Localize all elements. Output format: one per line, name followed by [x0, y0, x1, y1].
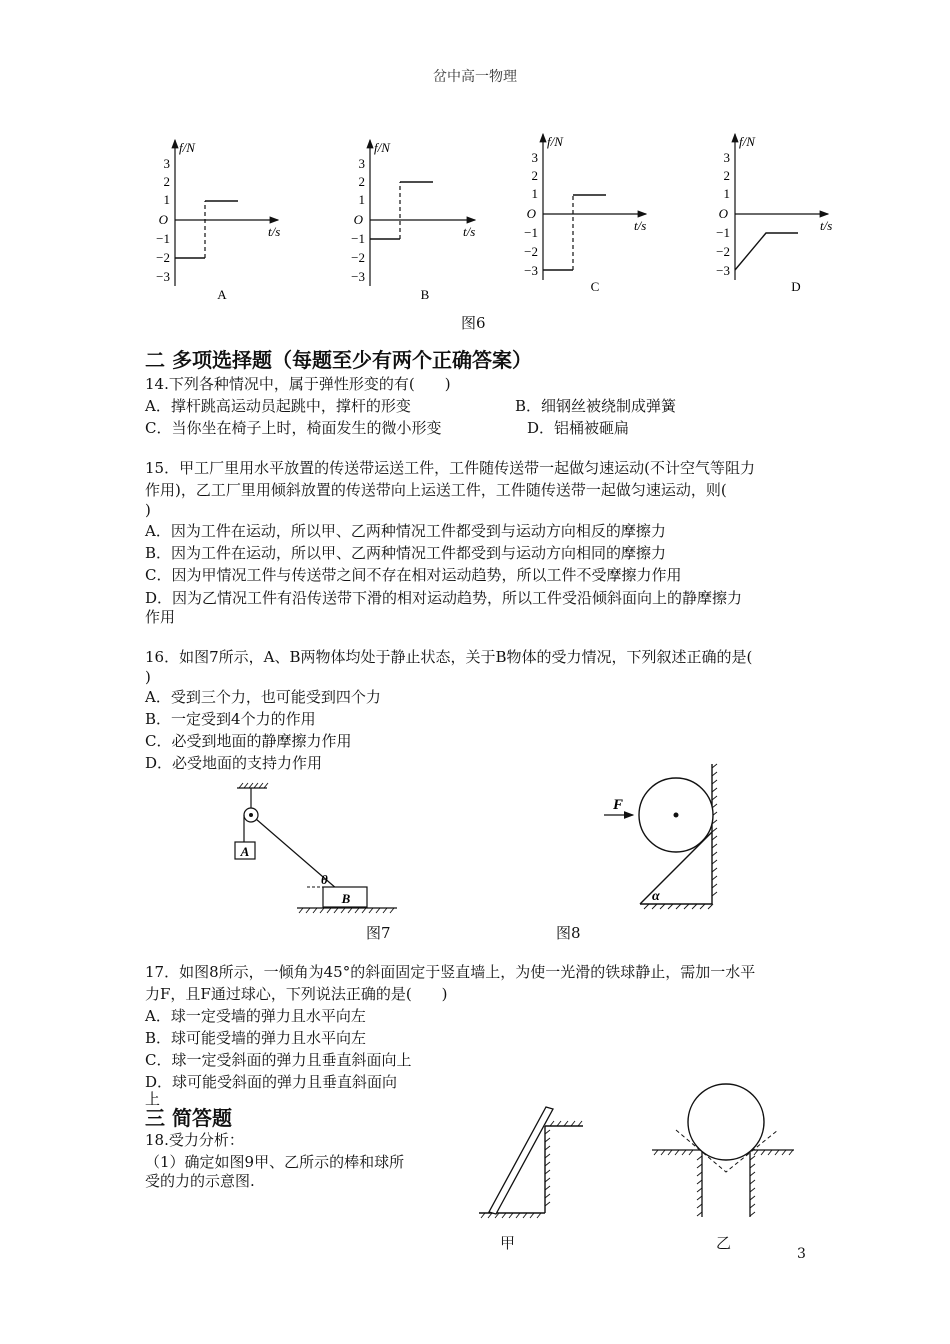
block-b-label: B [341, 891, 351, 906]
q15-option-c: C．因为甲情况工件与传送带之间不存在相对运动趋势，所以工件不受摩擦力作用 [145, 566, 682, 584]
figure-9-yi-ball [648, 1080, 798, 1220]
q15-line-1: 15．甲工厂里用水平放置的传送带运送工件，工件随传送带一起做匀速运动(不计空气等阻力 [145, 459, 755, 477]
q14-option-b: B．细钢丝被绕制成弹簧 [515, 397, 677, 415]
alpha-label: α [652, 889, 660, 904]
svg-text:1: 1 [723, 186, 730, 201]
q15-line-2: 作用)，乙工厂里用倾斜放置的传送带向上运送工件，工件随传送带一起做匀速运动，则( [145, 481, 727, 499]
figure-7-caption: 图7 [366, 924, 391, 942]
svg-text:−2: −2 [351, 250, 365, 265]
svg-text:−2: −2 [716, 244, 730, 259]
q17-option-c: C．球一定受斜面的弹力且垂直斜面向上 [145, 1051, 412, 1069]
figure-8-caption: 图8 [556, 924, 581, 942]
svg-text:3: 3 [723, 150, 730, 165]
svg-text:2: 2 [723, 168, 730, 183]
svg-text:O: O [353, 212, 363, 227]
force-f-label: F [613, 797, 624, 813]
figure-7-pulley-diagram [225, 780, 405, 920]
q17-option-b: B．球可能受墙的弹力且水平向左 [145, 1029, 367, 1047]
figure-8-ball-on-incline [600, 760, 730, 910]
q14-stem: 14.下列各种情况中，属于弹性形变的有( ) [145, 375, 451, 393]
svg-text:D: D [791, 279, 801, 294]
q15-line-3: ) [145, 501, 151, 519]
q17-option-d-1: D．球可能受斜面的弹力且垂直斜面向 [145, 1073, 398, 1091]
q15-option-d-2: 作用 [145, 608, 176, 626]
svg-text:t/s: t/s [820, 218, 833, 233]
tick-label: 2 [163, 174, 170, 189]
q18-line-2: （1）确定如图9甲、乙所示的棒和球所 [145, 1153, 405, 1171]
svg-text:−3: −3 [524, 263, 538, 278]
q16-option-c: C．必受到地面的静摩擦力作用 [145, 732, 352, 750]
graph-c [524, 134, 646, 294]
svg-text:C: C [590, 279, 600, 294]
tick-label: 3 [163, 156, 170, 171]
q14-option-c: C．当你坐在椅子上时，椅面发生的微小形变 [145, 419, 442, 437]
q16-option-b: B．一定受到4个力的作用 [145, 710, 316, 728]
svg-text:O: O [526, 206, 536, 221]
figure-6-caption: 图6 [461, 314, 486, 332]
svg-text:−1: −1 [716, 225, 730, 240]
svg-text:3: 3 [358, 156, 365, 171]
svg-text:f/N: f/N [739, 134, 755, 149]
svg-text:1: 1 [531, 186, 538, 201]
svg-text:2: 2 [531, 168, 538, 183]
q15-option-b: B．因为工件在运动，所以甲、乙两种情况工件都受到与运动方向相同的摩擦力 [145, 544, 667, 562]
figure-9-yi-label: 乙 [716, 1234, 732, 1252]
svg-text:−1: −1 [524, 225, 538, 240]
svg-text:O: O [718, 206, 728, 221]
q18-line-3: 受的力的示意图. [145, 1172, 255, 1190]
q16-line-2: ) [145, 668, 151, 686]
q17-line-2: 力F，且F通过球心，下列说法正确的是( ) [145, 985, 448, 1003]
svg-text:−2: −2 [524, 244, 538, 259]
section-2-title: 二 多项选择题（每题至少有两个正确答案） [145, 348, 532, 372]
q15-option-d-1: D．因为乙情况工件有沿传送带下滑的相对运动趋势，所以工件受沿倾斜面向上的静摩擦力 [145, 589, 743, 607]
tick-label: 1 [163, 192, 170, 207]
graph-a [156, 140, 280, 302]
q15-option-a: A．因为工件在运动，所以甲、乙两种情况工件都受到与运动方向相反的摩擦力 [145, 522, 666, 540]
figure-6-graphs [140, 128, 860, 306]
svg-text:O: O [158, 212, 168, 227]
svg-text:−3: −3 [351, 269, 365, 284]
svg-text:−3: −3 [716, 263, 730, 278]
q16-option-d: D．必受地面的支持力作用 [145, 754, 323, 772]
page-number: 3 [797, 1246, 806, 1262]
svg-text:t/s: t/s [268, 224, 281, 239]
svg-text:B: B [420, 287, 430, 302]
svg-text:t/s: t/s [634, 218, 647, 233]
tick-label: −2 [156, 250, 170, 265]
q14-option-d: D．铝桶被砸扁 [527, 419, 630, 437]
svg-text:1: 1 [358, 192, 365, 207]
svg-text:f/N: f/N [374, 140, 390, 155]
svg-text:A: A [217, 287, 227, 302]
q16-line-1: 16．如图7所示，A、B两物体均处于静止状态，关于B物体的受力情况，下列叙述正确的是( [145, 648, 753, 666]
tick-label: −3 [156, 269, 170, 284]
graph-b [351, 140, 475, 302]
q16-option-a: A．受到三个力，也可能受到四个力 [145, 688, 381, 706]
q17-line-1: 17．如图8所示，一倾角为45°的斜面固定于竖直墙上，为使一光滑的铁球静止，需加一水平 [145, 963, 756, 981]
svg-text:3: 3 [531, 150, 538, 165]
svg-text:−1: −1 [351, 231, 365, 246]
graph-d [716, 134, 832, 294]
theta-label: θ [321, 872, 328, 887]
svg-text:f/N: f/N [179, 140, 195, 155]
svg-text:f/N: f/N [547, 134, 563, 149]
figure-9-jia-rod [475, 1100, 590, 1220]
q17-option-d-2: 上 [145, 1090, 161, 1108]
q18-line-1: 18.受力分析： [145, 1131, 244, 1149]
tick-label: −1 [156, 231, 170, 246]
svg-text:t/s: t/s [463, 224, 476, 239]
q14-option-a: A．撑杆跳高运动员起跳中，撑杆的形变 [145, 397, 411, 415]
figure-9-jia-label: 甲 [500, 1234, 516, 1252]
svg-text:2: 2 [358, 174, 365, 189]
page-header: 岔中高一物理 [433, 69, 517, 85]
q17-option-a: A．球一定受墙的弹力且水平向左 [145, 1007, 366, 1025]
block-a-label: A [240, 844, 250, 859]
section-3-title: 三 简答题 [145, 1106, 232, 1130]
